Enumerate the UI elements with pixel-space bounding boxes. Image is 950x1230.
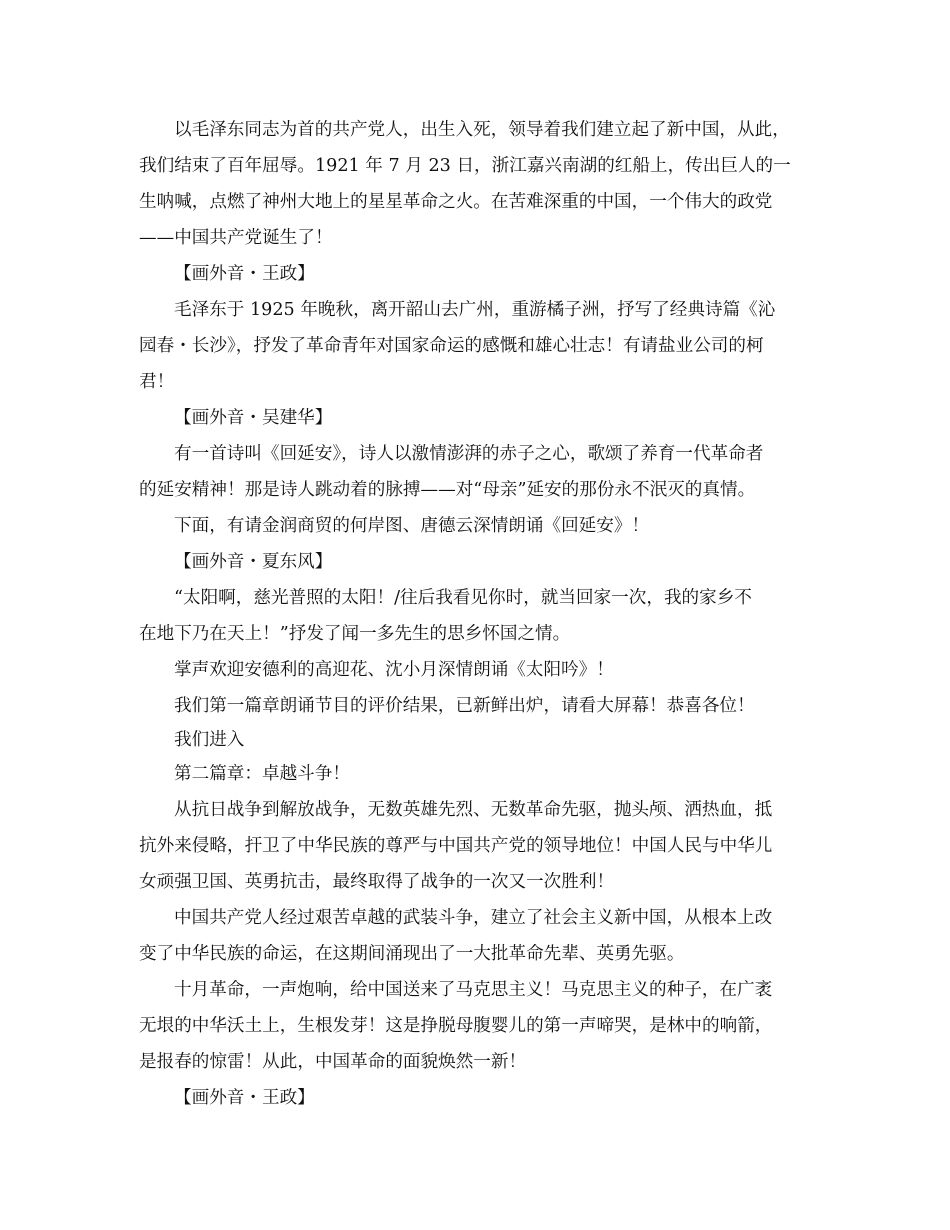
text-line: 掌声欢迎安德利的高迎花、沈小月深情朗诵《太阳吟》！ bbox=[174, 660, 614, 680]
speaker-label: 【画外音・王政】 bbox=[174, 1088, 315, 1108]
text-line: 毛泽东于 1925 年晚秋，离开韶山去广州，重游橘子洲，抒写了经典诗篇《沁 bbox=[174, 300, 776, 320]
text-line: 变了中华民族的命运，在这期间涌现出了一大批革命先辈、英勇先驱。 bbox=[139, 944, 685, 964]
text-line: 我们第一篇章朗诵节目的评价结果，已新鲜出炉，请看大屏幕！恭喜各位！ bbox=[174, 696, 755, 716]
text-line: 中国共产党人经过艰苦卓越的武装斗争，建立了社会主义新中国，从根本上改 bbox=[174, 908, 773, 928]
text-line: 无垠的中华沃土上，生根发芽！这是挣脱母腹婴儿的第一声啼哭，是林中的响箭， bbox=[139, 1016, 773, 1036]
text-line: 有一首诗叫《回延安》，诗人以激情澎湃的赤子之心，歌颂了养育一代革命者 bbox=[174, 444, 764, 464]
text-line: 生呐喊，点燃了神州大地上的星星革命之火。在苦难深重的中国，一个伟大的政党 bbox=[139, 192, 773, 212]
text-line: 十月革命，一声炮响，给中国送来了马克思主义！马克思主义的种子，在广袤 bbox=[174, 980, 773, 1000]
text-line: 园春・长沙》，抒发了革命青年对国家命运的感慨和雄心壮志！有请盐业公司的柯 bbox=[139, 336, 764, 356]
text-line: 是报春的惊雷！从此，中国革命的面貌焕然一新！ bbox=[139, 1052, 527, 1072]
text-line: 抗外来侵略，扞卫了中华民族的尊严与中国共产党的领导地位！中国人民与中华儿 bbox=[139, 836, 773, 856]
text-line: 君！ bbox=[139, 372, 175, 392]
text-line: 从抗日战争到解放战争，无数英雄先烈、无数革命先驱，抛头颅、洒热血，抵 bbox=[174, 800, 773, 820]
text-line: 在地下乃在天上！”抒发了闻一多先生的思乡怀国之情。 bbox=[139, 624, 571, 644]
chapter-heading: 第二篇章：卓越斗争！ bbox=[174, 764, 350, 784]
text-line: 我们进入 bbox=[174, 730, 245, 750]
text-line: 以毛泽东同志为首的共产党人，出生入死，领导着我们建立起了新中国，从此， bbox=[174, 120, 790, 140]
speaker-label: 【画外音・王政】 bbox=[174, 264, 315, 284]
text-line: 的延安精神！那是诗人跳动着的脉搏——对“母亲”延安的那份永不泯灭的真情。 bbox=[139, 480, 756, 500]
text-line: 女顽强卫国、英勇抗击，最终取得了战争的一次又一次胜利！ bbox=[139, 872, 615, 892]
speaker-label: 【画外音・吴建华】 bbox=[174, 408, 333, 428]
text-line: ——中国共产党诞生了！ bbox=[139, 228, 333, 248]
text-line: 我们结束了百年屈辱。1921 年 7 月 23 日，浙江嘉兴南湖的红船上，传出巨人的一 bbox=[139, 156, 791, 176]
text-line: “太阳啊，慈光普照的太阳！/往后我看见你时，就当回家一次，我的家乡不 bbox=[174, 588, 752, 608]
speaker-label: 【画外音・夏东风】 bbox=[174, 552, 333, 572]
text-line: 下面，有请金润商贸的何岸图、唐德云深情朗诵《回延安》！ bbox=[174, 516, 650, 536]
